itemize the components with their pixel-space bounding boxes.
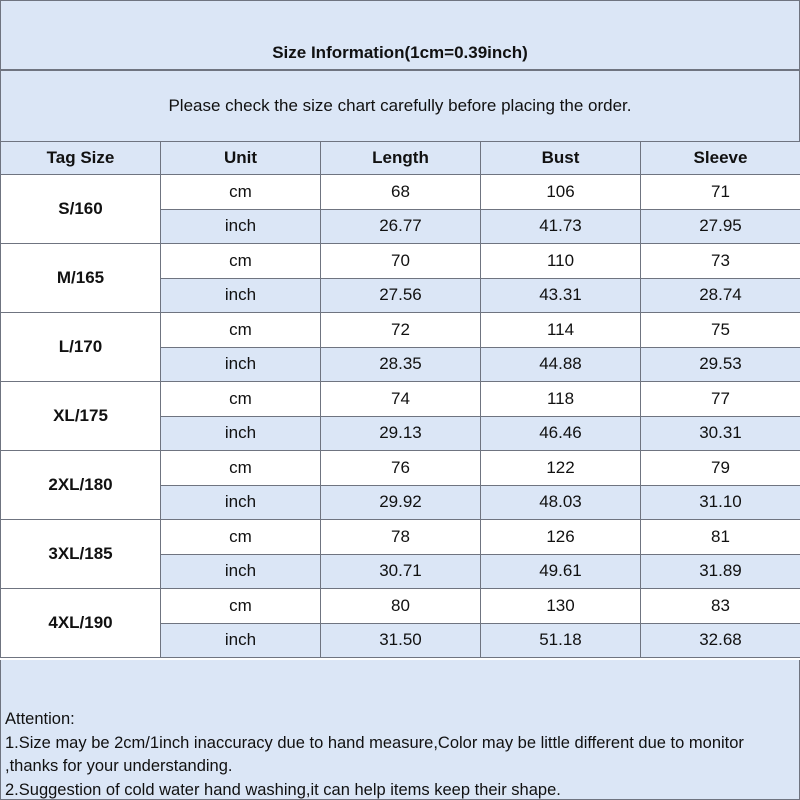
bust-cell: 130 xyxy=(481,589,641,624)
unit-cell: cm xyxy=(161,451,321,486)
sleeve-cell: 31.89 xyxy=(641,554,800,589)
unit-cell: cm xyxy=(161,313,321,348)
attention-note-2: 2.Suggestion of cold water hand washing,it can help items keep their shape. xyxy=(5,780,561,799)
length-cell: 74 xyxy=(321,382,481,417)
attention-notes xyxy=(0,660,800,800)
tag-size-cell: 4XL/190 xyxy=(1,589,161,658)
bust-cell: 46.46 xyxy=(481,416,641,451)
bust-cell: 43.31 xyxy=(481,278,641,313)
size-table xyxy=(0,141,800,658)
top-band xyxy=(0,0,800,36)
bust-cell: 49.61 xyxy=(481,554,641,589)
unit-cell: inch xyxy=(161,485,321,520)
unit-cell: cm xyxy=(161,175,321,210)
length-cell: 68 xyxy=(321,175,481,210)
unit-cell: inch xyxy=(161,278,321,313)
tag-size-cell: XL/175 xyxy=(1,382,161,451)
column-header-sleeve: Sleeve xyxy=(641,142,800,175)
unit-cell: inch xyxy=(161,554,321,589)
length-cell: 27.56 xyxy=(321,278,481,313)
sleeve-cell: 30.31 xyxy=(641,416,800,451)
table-row xyxy=(1,451,800,486)
column-header-bust: Bust xyxy=(481,142,641,175)
bust-cell: 122 xyxy=(481,451,641,486)
sleeve-cell: 83 xyxy=(641,589,800,624)
sleeve-cell: 81 xyxy=(641,520,800,555)
table-header-row xyxy=(1,142,800,175)
sleeve-cell: 29.53 xyxy=(641,347,800,382)
tag-size-cell: 2XL/180 xyxy=(1,451,161,520)
sleeve-cell: 77 xyxy=(641,382,800,417)
unit-cell: inch xyxy=(161,209,321,244)
sleeve-cell: 31.10 xyxy=(641,485,800,520)
tag-size-cell: S/160 xyxy=(1,175,161,244)
length-cell: 80 xyxy=(321,589,481,624)
sleeve-cell: 75 xyxy=(641,313,800,348)
tag-size-cell: L/170 xyxy=(1,313,161,382)
bust-cell: 44.88 xyxy=(481,347,641,382)
bust-cell: 118 xyxy=(481,382,641,417)
sleeve-cell: 27.95 xyxy=(641,209,800,244)
table-row xyxy=(1,313,800,348)
sleeve-cell: 28.74 xyxy=(641,278,800,313)
bust-cell: 48.03 xyxy=(481,485,641,520)
bust-cell: 41.73 xyxy=(481,209,641,244)
unit-cell: cm xyxy=(161,382,321,417)
table-row xyxy=(1,175,800,210)
unit-cell: inch xyxy=(161,416,321,451)
unit-cell: cm xyxy=(161,589,321,624)
tag-size-cell: M/165 xyxy=(1,244,161,313)
unit-cell: inch xyxy=(161,623,321,658)
column-header-tag-size: Tag Size xyxy=(1,142,161,175)
length-cell: 76 xyxy=(321,451,481,486)
unit-cell: cm xyxy=(161,520,321,555)
column-header-unit: Unit xyxy=(161,142,321,175)
sleeve-cell: 79 xyxy=(641,451,800,486)
length-cell: 78 xyxy=(321,520,481,555)
length-cell: 72 xyxy=(321,313,481,348)
bust-cell: 51.18 xyxy=(481,623,641,658)
attention-note-1: 1.Size may be 2cm/1inch inaccuracy due to hand measure,Color may be little different due to monitor ,thanks for your understanding. xyxy=(5,733,744,775)
length-cell: 31.50 xyxy=(321,623,481,658)
size-table-body xyxy=(1,175,800,658)
length-cell: 28.35 xyxy=(321,347,481,382)
bust-cell: 110 xyxy=(481,244,641,279)
table-row xyxy=(1,382,800,417)
table-row xyxy=(1,520,800,555)
length-cell: 26.77 xyxy=(321,209,481,244)
attention-heading: Attention: xyxy=(5,710,75,728)
bust-cell: 114 xyxy=(481,313,641,348)
order-notice: Please check the size chart carefully before placing the order. xyxy=(0,70,800,142)
bust-cell: 126 xyxy=(481,520,641,555)
sleeve-cell: 32.68 xyxy=(641,623,800,658)
unit-cell: inch xyxy=(161,347,321,382)
length-cell: 29.92 xyxy=(321,485,481,520)
column-header-length: Length xyxy=(321,142,481,175)
length-cell: 70 xyxy=(321,244,481,279)
table-row xyxy=(1,244,800,279)
chart-title: Size Information(1cm=0.39inch) xyxy=(0,36,800,70)
bust-cell: 106 xyxy=(481,175,641,210)
length-cell: 29.13 xyxy=(321,416,481,451)
unit-cell: cm xyxy=(161,244,321,279)
sleeve-cell: 71 xyxy=(641,175,800,210)
sleeve-cell: 73 xyxy=(641,244,800,279)
tag-size-cell: 3XL/185 xyxy=(1,520,161,589)
table-row xyxy=(1,589,800,624)
length-cell: 30.71 xyxy=(321,554,481,589)
